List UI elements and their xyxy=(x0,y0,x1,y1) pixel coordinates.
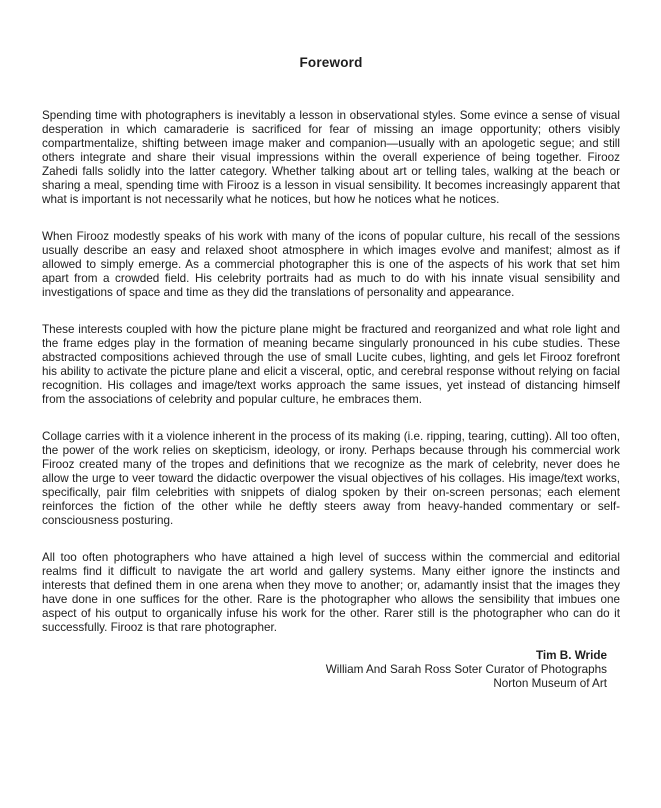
signature-block xyxy=(42,649,620,691)
foreword-paragraph-3: These interests coupled with how the picture plane might be fractured and reorganized and what role light and the frame edges play in the formation of meaning became singularly pronounced in his cube studies. These abstracted compositions achieved through the use of small Lucite cubes, lighting, and gels let Firooz forefront his ability to activate the picture plane and elicit a visceral, optic, and cerebral response without relying on facial recognition. His collages and image/text works approach the same issues, yet instead of distancing himself from the associations of celebrity and popular culture, he embraces them. xyxy=(42,323,620,406)
signature-role: William And Sarah Ross Soter Curator of Photographs xyxy=(325,663,607,676)
page-title: Foreword xyxy=(299,55,363,70)
foreword-paragraph-4: Collage carries with it a violence inherent in the process of its making (i.e. ripping, tearing, cutting). All too often, the power of the work relies on skepticism, ideology, or irony. Perhaps because through his commercial work Firooz created many of the tropes and definitions that we recognize as the mark of celebrity, never does he allow the urge to veer toward the didactic overpower the visual objectives of his collages. His image/text works, specifically, pair film celebrities with snippets of dialog spoken by their on-screen personas; each element reinforces the fiction of the other while he deftly steers away from heavy-handed commentary or self-consciousness posturing. xyxy=(42,430,620,527)
foreword-paragraph-5: All too often photographers who have attained a high level of success within the commercial and editorial realms find it difficult to navigate the art world and gallery systems. Many either ignore the instincts and interests that defined them in one arena when they move to another; or, adamantly insist that the images they have done in one suffices for the other. Rare is the photographer who allows the sensibility that imbues one aspect of his output to organically infuse his work for the other. Rarer still is the photographer who can do it successfully. Firooz is that rare photographer. xyxy=(42,551,620,634)
signature-name: Tim B. Wride xyxy=(535,649,607,662)
foreword-paragraph-1: Spending time with photographers is inevitably a lesson in observational styles. Some evince a sense of visual desperation in which camaraderie is sacrificed for fear of missing an image opportunity; others visibly compartmentalize, shifting between image maker and companion—usually with an apologetic segue; and still others integrate and share their visual impressions within the overall experience of being together. Firooz Zahedi falls solidly into the latter category. Whether talking about art or telling tales, walking at the beach or sharing a meal, spending time with Firooz is a lesson in visual sensibility. It becomes increasingly apparent that what is important is not necessarily what he notices, but how he notices what he notices. xyxy=(42,109,620,206)
foreword-paragraph-2: When Firooz modestly speaks of his work with many of the icons of popular culture, his recall of the sessions usually describe an easy and relaxed shoot atmosphere in which images evolve and manifest; almost as if allowed to simply emerge. As a commercial photographer this is one of the aspects of his work that set him apart from a crowded field. His celebrity portraits had as much to do with his innate visual sensibility and investigations of space and time as they did the translations of personality and appearance. xyxy=(42,230,620,299)
foreword-body xyxy=(42,109,620,635)
signature-organization: Norton Museum of Art xyxy=(493,677,607,690)
